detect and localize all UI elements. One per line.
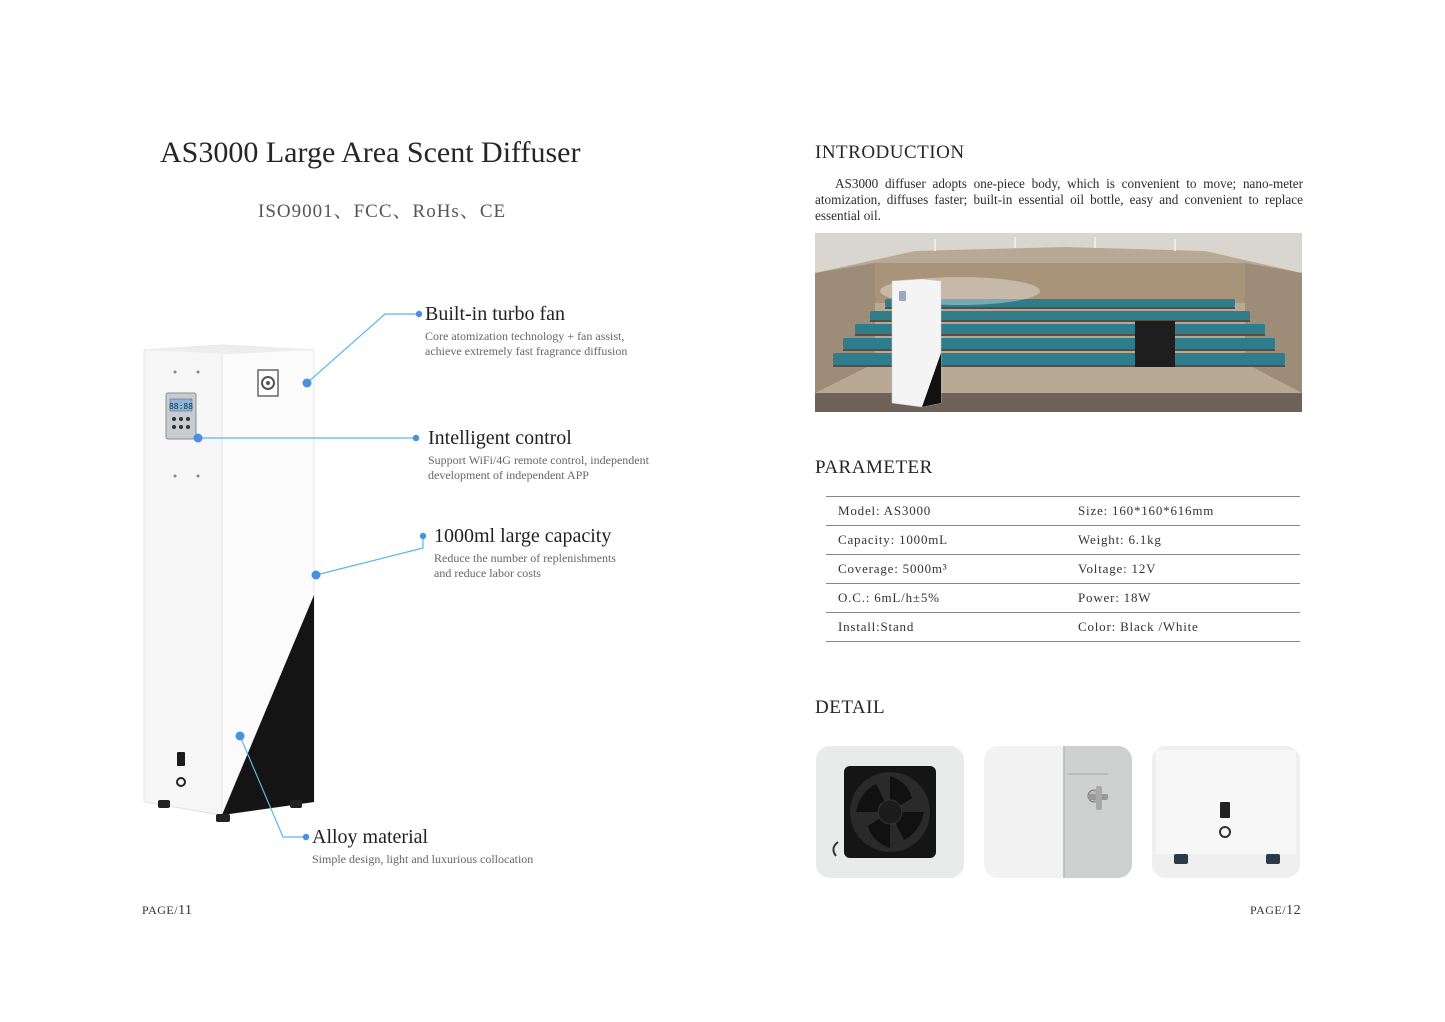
feature-title: 1000ml large capacity [434, 525, 612, 547]
param-cell: Size: 160*160*616mm [1066, 497, 1300, 526]
feature-turbo-fan [425, 303, 627, 359]
param-cell: Model: AS3000 [826, 497, 1066, 526]
feature-desc: Support WiFi/4G remote control, independent [428, 453, 649, 467]
detail-heading: DETAIL [815, 697, 886, 718]
feature-desc: achieve extremely fast fragrance diffusion [425, 344, 628, 358]
param-cell: Color: Black /White [1066, 613, 1300, 642]
switch-panel-icon [1152, 746, 1300, 878]
auditorium-photo [815, 233, 1302, 412]
feature-desc: development of independent APP [428, 468, 589, 482]
table-row [826, 497, 1300, 526]
param-cell: Weight: 6.1kg [1066, 526, 1300, 555]
table-row [826, 555, 1300, 584]
feature-alloy-material [312, 826, 533, 867]
param-cell: O.C.: 6mL/h±5% [826, 584, 1066, 613]
table-row [826, 526, 1300, 555]
table-row [826, 584, 1300, 613]
parameter-table [826, 496, 1300, 642]
feature-title: Built-in turbo fan [425, 303, 565, 325]
feature-title: Alloy material [312, 826, 429, 848]
feature-title: Intelligent control [428, 427, 572, 449]
page-number-value: 12 [1286, 903, 1302, 918]
detail-lock-photo [984, 746, 1132, 878]
param-cell: Install:Stand [826, 613, 1066, 642]
feature-large-capacity [434, 525, 616, 581]
page-number-left [142, 903, 193, 919]
detail-fan-photo [816, 746, 964, 878]
table-row [826, 613, 1300, 642]
feature-intelligent-control [428, 427, 649, 483]
feature-desc: Core atomization technology + fan assist, [425, 329, 625, 343]
introduction-text: AS3000 diffuser adopts one-piece body, which is convenient to move; nano-meter atomization, diffuses faster; built-in essential oil bottle, easy and convenient to replace essential oil. [815, 176, 1303, 223]
feature-desc: Simple design, light and luxurious collocation [312, 852, 534, 866]
key-lock-icon [984, 746, 1132, 878]
page-label: PAGE/ [142, 903, 179, 917]
param-cell: Capacity: 1000mL [826, 526, 1066, 555]
parameter-heading: PARAMETER [815, 457, 933, 478]
certifications: ISO9001、FCC、RoHs、CE [258, 201, 507, 222]
device-display-readout: 88:88 [168, 402, 194, 411]
param-cell: Coverage: 5000m³ [826, 555, 1066, 584]
fan-icon [816, 746, 964, 878]
feature-desc: and reduce labor costs [434, 566, 541, 580]
page-number-right [1250, 903, 1301, 919]
page-label: PAGE/ [1250, 903, 1287, 917]
param-cell: Voltage: 12V [1066, 555, 1300, 584]
introduction-heading: INTRODUCTION [815, 142, 965, 163]
detail-switch-photo [1152, 746, 1300, 878]
feature-desc: Reduce the number of replenishments [434, 551, 616, 565]
param-cell: Power: 18W [1066, 584, 1300, 613]
product-title: AS3000 Large Area Scent Diffuser [160, 136, 581, 169]
page-number-value: 11 [178, 903, 193, 918]
